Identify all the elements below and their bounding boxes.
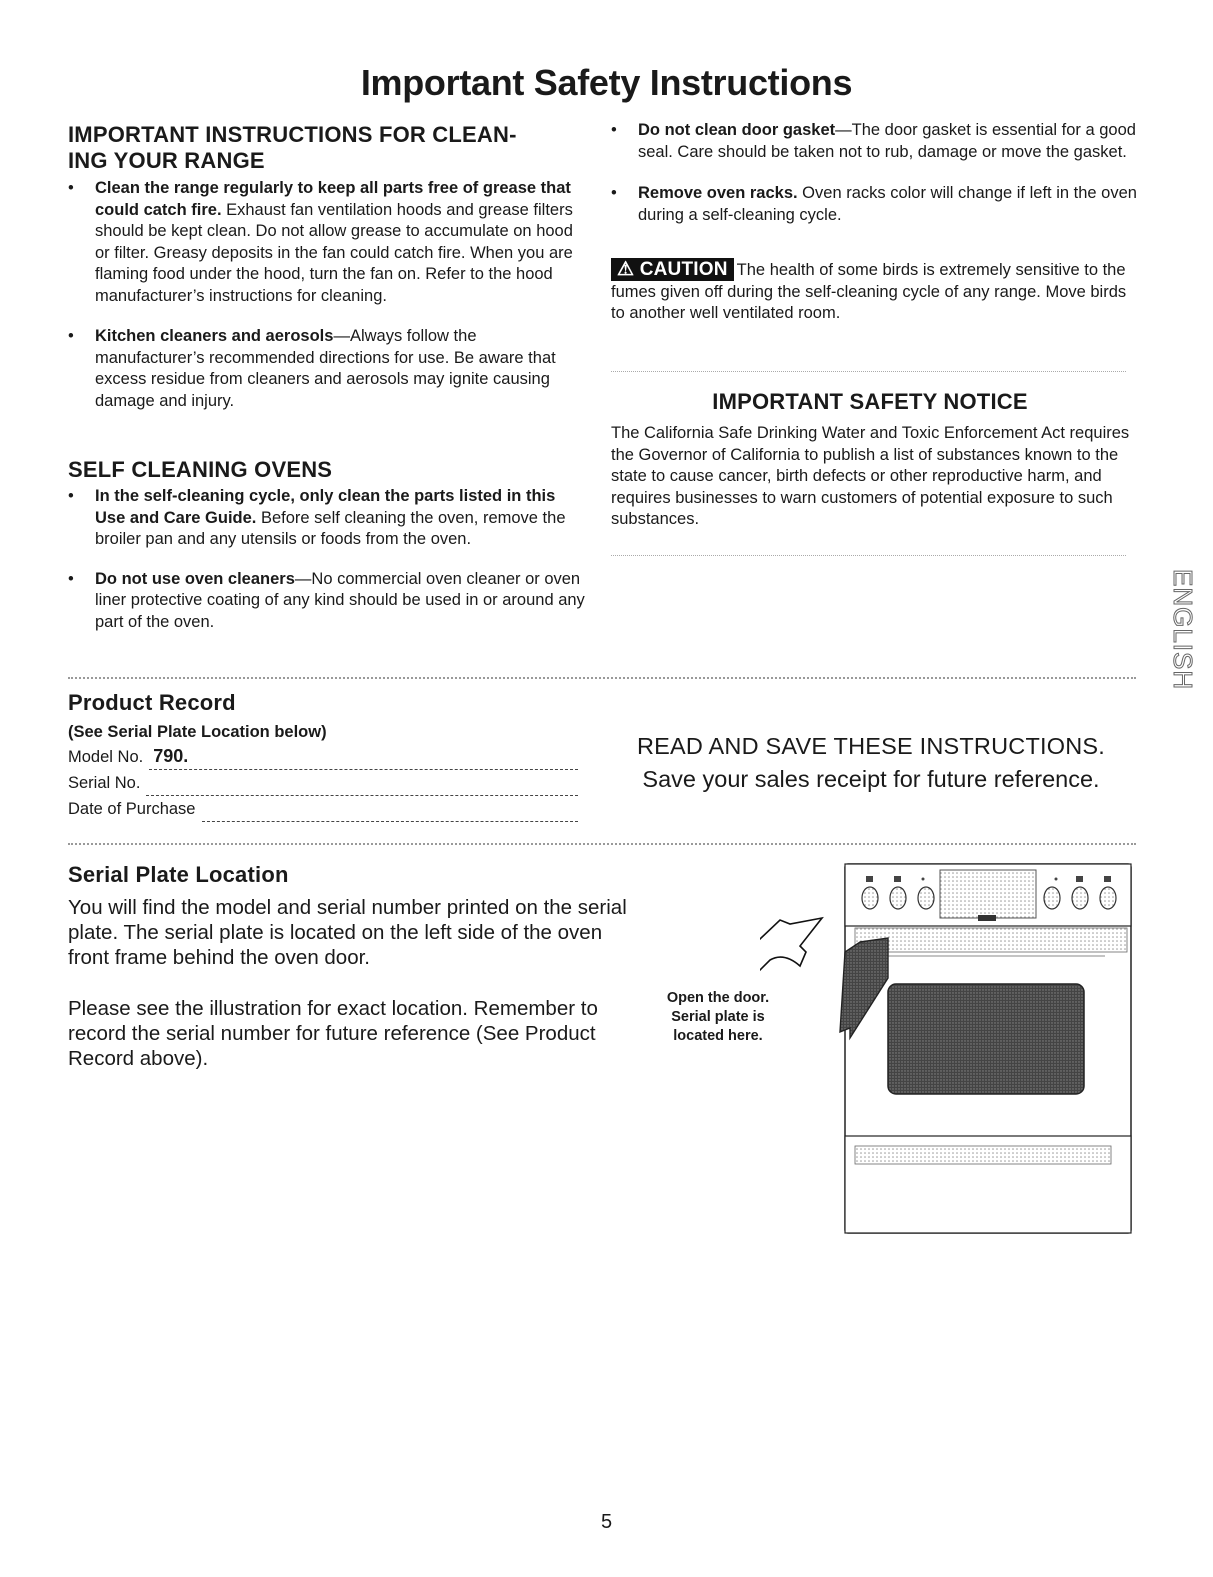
bullet-text: —The door gasket is essential for a good seal. Care should be taken not to rub, damage or move the gasket. xyxy=(638,121,1136,161)
caution-badge xyxy=(611,258,734,281)
right-column xyxy=(611,120,1139,325)
brand-badge xyxy=(978,915,996,921)
read-save-line2: Save your sales receipt for future reference. xyxy=(642,766,1100,792)
read-save-line1: READ AND SAVE THESE INSTRUCTIONS. xyxy=(637,733,1105,759)
list-item xyxy=(611,120,1139,163)
knob-icon xyxy=(890,887,906,909)
notice-text: The California Safe Drinking Water and Toxic Enforcement Act requires the Governor of California to publish a list of substances known to the state to cause cancer, birth defects or other reproductive harm, and requires businesses to warn customers of potential exposure to such substances. xyxy=(611,424,1130,528)
page-number: 5 xyxy=(600,1511,613,1533)
product-record-subheading: (See Serial Plate Location below) xyxy=(68,723,327,741)
divider xyxy=(611,555,1126,556)
bullet-icon: • xyxy=(68,327,74,345)
date-of-purchase-field[interactable] xyxy=(68,796,578,822)
serial-plate-heading: Serial Plate Location xyxy=(68,862,289,887)
model-line xyxy=(149,746,578,770)
list-item xyxy=(68,569,588,634)
serial-plate-section xyxy=(68,862,628,1071)
read-save-block xyxy=(611,731,1131,794)
bullet-text: Exhaust fan ventilation hoods and grease filters should be kept clean. Do not allow grease to accumulate on hood or filter. Greasy deposits in the fan could catch fire. When you are flaming food under the hood, turn the fan on. Refer to the hood manufacturer’s instructions for cleaning. xyxy=(95,200,573,305)
cleaning-heading xyxy=(68,122,588,174)
date-line xyxy=(202,803,579,822)
bullet-bold: Kitchen cleaners and aerosols xyxy=(95,327,334,345)
divider xyxy=(68,677,1136,679)
knob-icon xyxy=(1044,887,1060,909)
drawer-handle xyxy=(855,1146,1111,1164)
side-tab-text: ENGLISH xyxy=(1168,569,1199,691)
bullet-text: Before self cleaning the oven, remove the broiler pan and any utensils or foods from the oven. xyxy=(95,508,566,548)
model-number-field[interactable] xyxy=(68,744,578,770)
list-item xyxy=(68,486,588,551)
bullet-bold: In the self-cleaning cycle, only clean the parts listed in this Use and Care Guide. xyxy=(95,487,556,527)
oven-window xyxy=(888,984,1084,1094)
caution-text: The health of some birds is extremely sensitive to the fumes given off during the self-cleaning cycle of any range. Move birds to another well ventilated room. xyxy=(611,261,1127,322)
bullet-icon: • xyxy=(68,487,74,505)
model-value: 790. xyxy=(153,746,189,766)
bullet-icon: • xyxy=(611,121,617,139)
list-item xyxy=(611,183,1139,226)
list-item xyxy=(68,178,588,307)
cleaning-section xyxy=(68,122,588,412)
bullet-text: —Always follow the manufacturer’s recommended directions for use. Be aware that excess residue from cleaners and aerosols may ignite causing damage and injury. xyxy=(95,327,556,410)
warning-icon: ⚠ xyxy=(617,259,635,280)
divider xyxy=(611,371,1126,372)
date-label: Date of Purchase xyxy=(68,800,196,818)
serial-line xyxy=(146,777,578,796)
range-illustration xyxy=(760,860,1140,1238)
bullet-bold: Clean the range regularly to keep all parts free of grease that could catch fire. xyxy=(95,179,571,219)
serial-plate-para2: Please see the illustration for exact location. Remember to record the serial number for future reference (See Product Record above). xyxy=(68,997,598,1070)
caution-label: CAUTION xyxy=(639,259,728,280)
self-cleaning-heading: SELF CLEANING OVENS xyxy=(68,457,333,482)
bullet-bold: Do not clean door gasket xyxy=(638,121,836,139)
bullet-bold: Remove oven racks. xyxy=(638,184,798,202)
serial-plate-para1: You will find the model and serial number printed on the serial plate. The serial plate is located on the left side of the oven front frame behind the oven door. xyxy=(68,896,627,969)
callout-line3: located here. xyxy=(673,1028,763,1044)
callout-line2: Serial plate is xyxy=(671,1009,765,1025)
notice-heading: IMPORTANT SAFETY NOTICE xyxy=(712,389,1028,414)
list-item xyxy=(68,326,588,412)
arrow-icon xyxy=(760,918,822,990)
divider xyxy=(68,843,1136,845)
display-window xyxy=(940,870,1036,918)
side-tab-english xyxy=(1161,565,1201,695)
cleaning-heading-line2: ING YOUR RANGE xyxy=(68,148,265,173)
knob-icon xyxy=(1100,887,1116,909)
cleaning-heading-line1: IMPORTANT INSTRUCTIONS FOR CLEAN- xyxy=(68,122,517,147)
knob-icon xyxy=(862,887,878,909)
bullet-icon: • xyxy=(611,184,617,202)
knob-icon xyxy=(918,887,934,909)
notice-section xyxy=(611,389,1139,531)
cooktop-edge xyxy=(855,928,1127,952)
callout-line1: Open the door. xyxy=(666,990,770,1006)
caution-block xyxy=(611,258,1139,325)
serial-label: Serial No. xyxy=(68,774,141,792)
knob-icon xyxy=(1072,887,1088,909)
product-record-section xyxy=(68,690,578,822)
serial-number-field[interactable] xyxy=(68,770,578,796)
bullet-bold: Do not use oven cleaners xyxy=(95,569,295,588)
bullet-icon: • xyxy=(68,569,74,588)
product-record-heading: Product Record xyxy=(68,690,236,715)
page-title: Important Safety Instructions xyxy=(360,62,853,103)
bullet-text: Oven racks color will change if left in the oven during a self-cleaning cycle. xyxy=(638,184,1137,224)
self-cleaning-section xyxy=(68,457,588,633)
bullet-icon: • xyxy=(68,179,74,197)
model-label: Model No. xyxy=(68,748,144,766)
bullet-text: —No commercial oven cleaner or oven liner protective coating of any kind should be used in or around any part of the oven. xyxy=(95,569,585,631)
